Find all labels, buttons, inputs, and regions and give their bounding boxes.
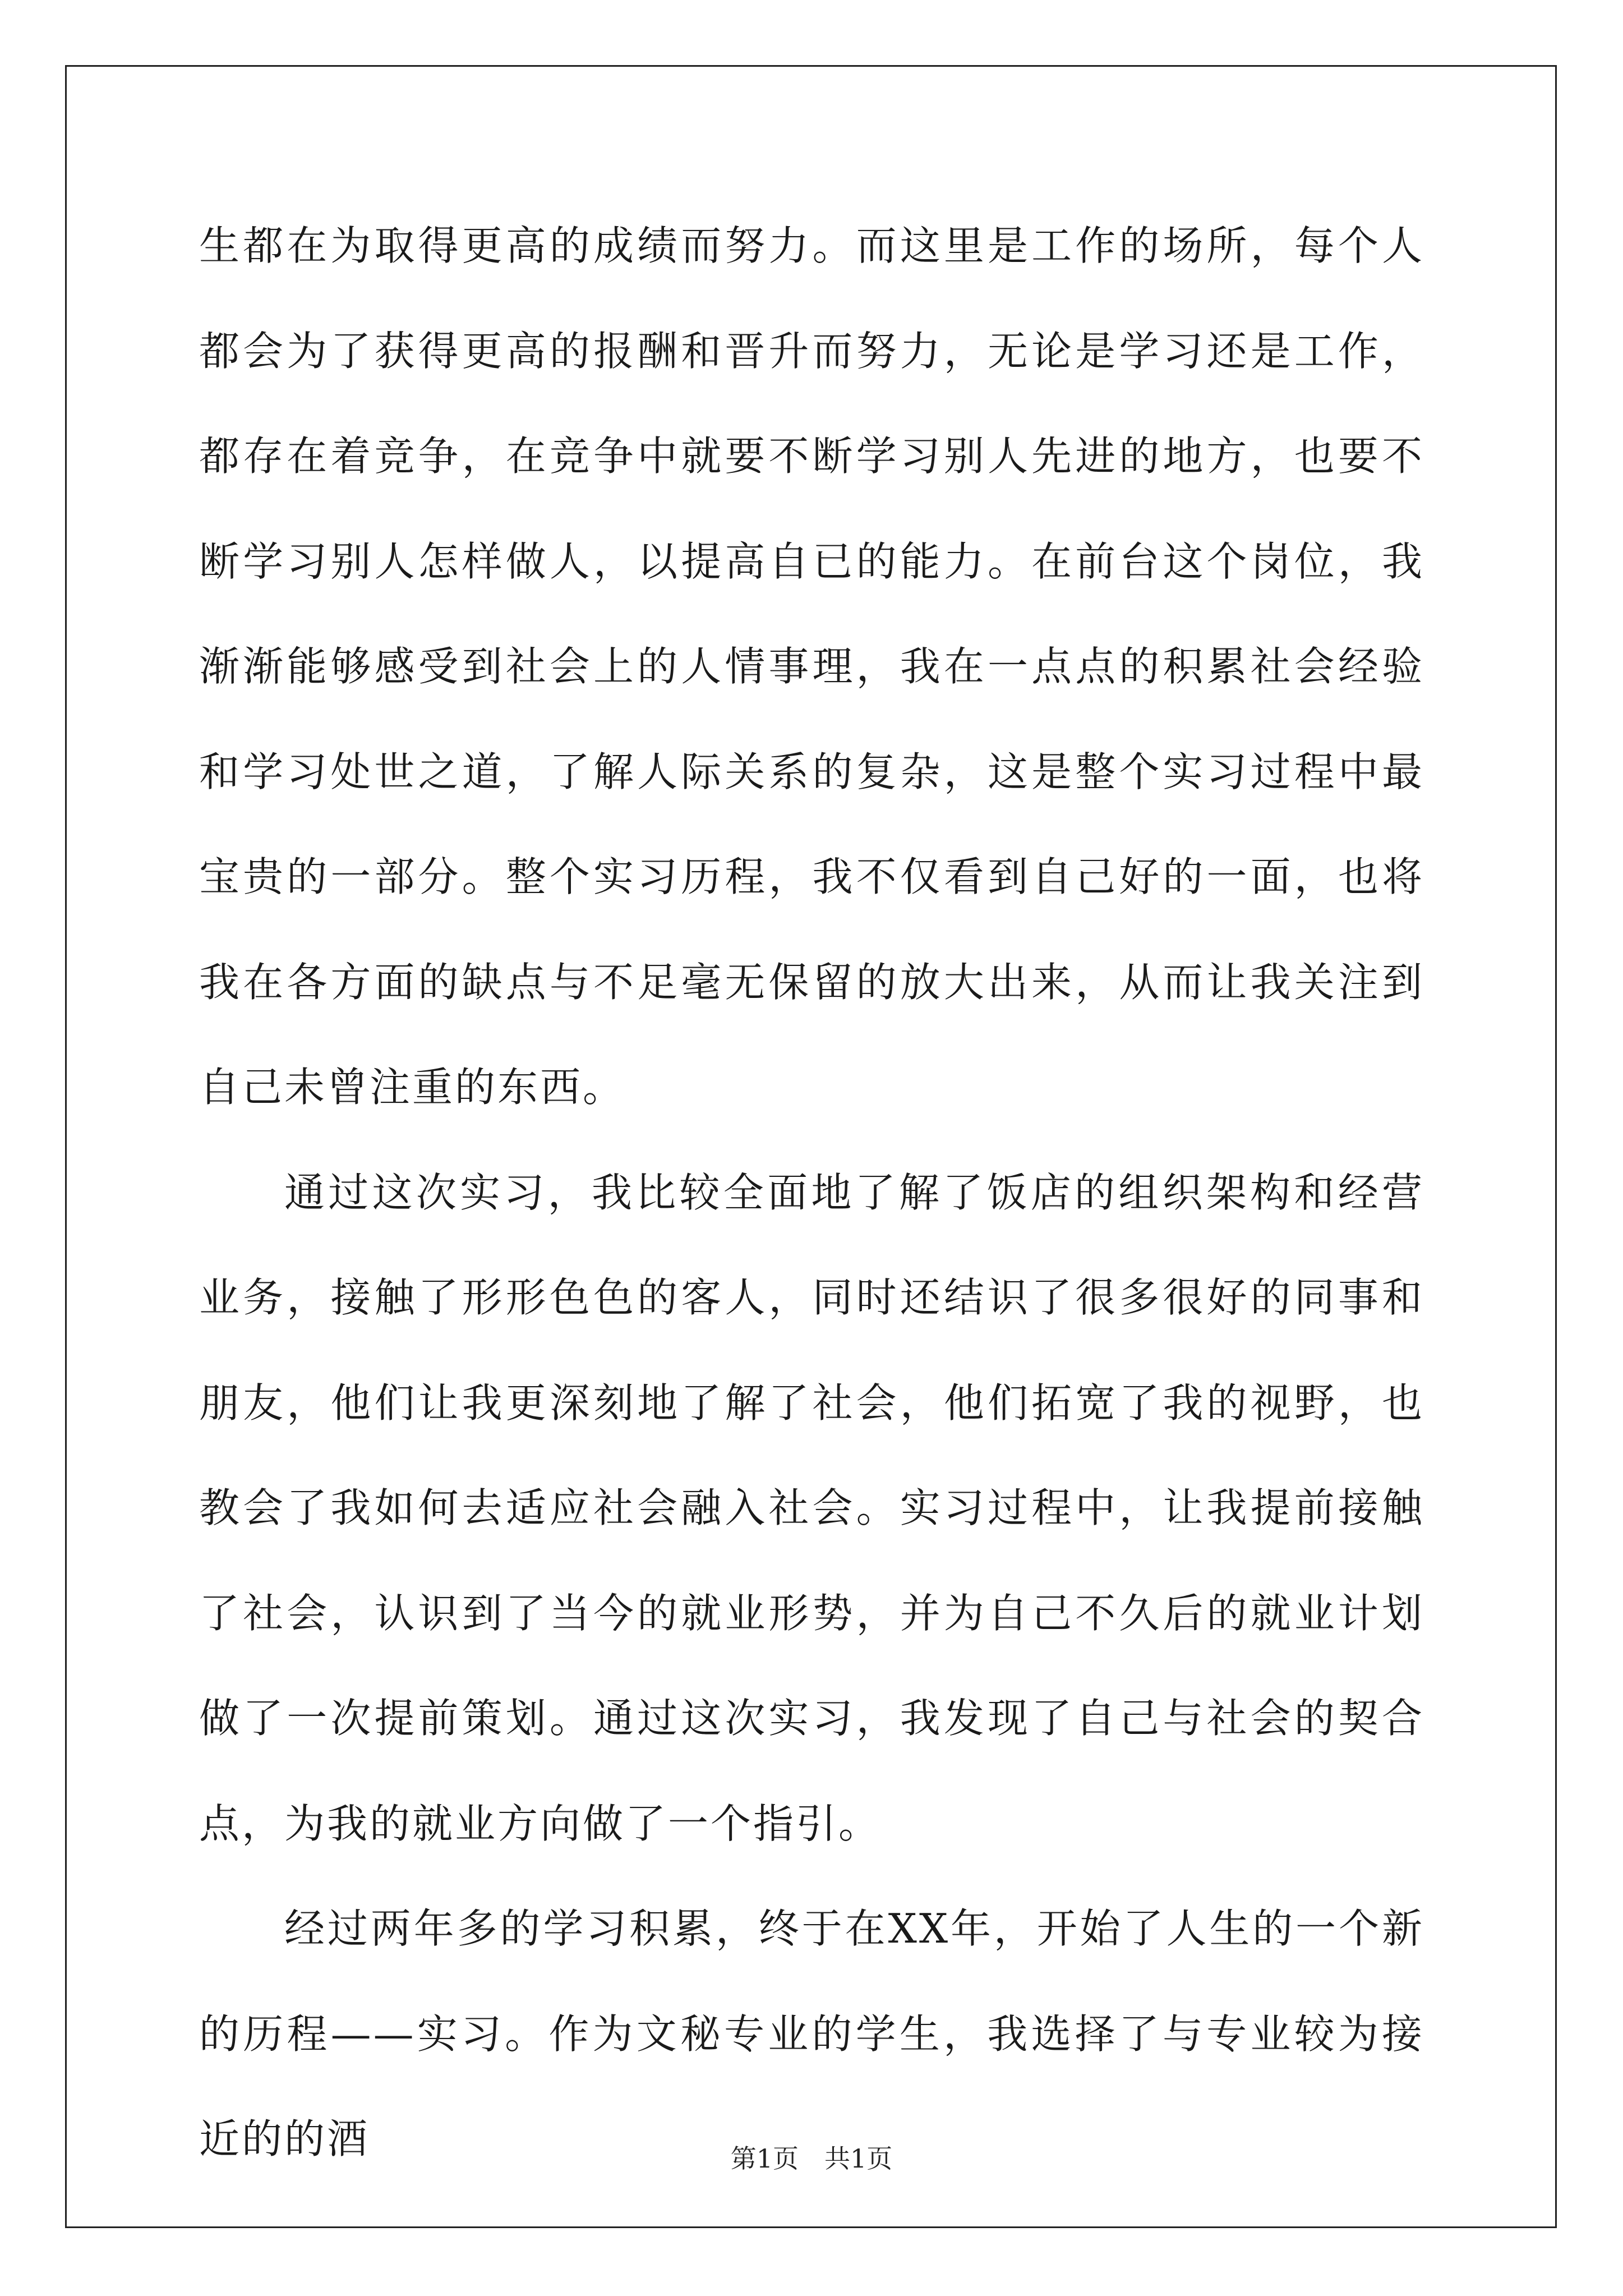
paragraph-2: 通过这次实习，我比较全面地了解了饭店的组织架构和经营业务，接触了形形色色的客人，同时还结识了很多很好的同事和朋友，他们让我更深刻地了解了社会，他们拓宽了我的视野，也教会了我如何去适应社会融入社会。实习过程中，让我提前接触了社会，认识到了当今的就业形势，并为自己不久后的就业计划做了一次提前策划。通过这次实习，我发现了自己与社会的契合点，为我的就业方向做了一个指引。 (199, 1168, 1424, 1847)
document-body (199, 194, 1424, 2192)
page-footer: 第1页 共1页 (730, 2143, 893, 2174)
paragraph-3: 经过两年多的学习积累，终于在XX年，开始了人生的一个新的历程——实习。作为文秘专业的学生，我选择了与专业较为接近的的酒 (199, 1905, 1424, 2162)
paragraph-1: 生都在为取得更高的成绩而努力。而这里是工作的场所，每个人都会为了获得更高的报酬和晋升而努力，无论是学习还是工作，都存在着竞争，在竞争中就要不断学习别人先进的地方，也要不断学习别人怎样做人，以提高自已的能力。在前台这个岗位，我渐渐能够感受到社会上的人情事理，我在一点点的积累社会经验和学习处世之道，了解人际关系的复杂，这是整个实习过程中最宝贵的一部分。整个实习历程，我不仅看到自己好的一面，也将我在各方面的缺点与不足毫无保留的放大出来，从而让我关注到自己未曾注重的东西。 (199, 222, 1424, 1111)
